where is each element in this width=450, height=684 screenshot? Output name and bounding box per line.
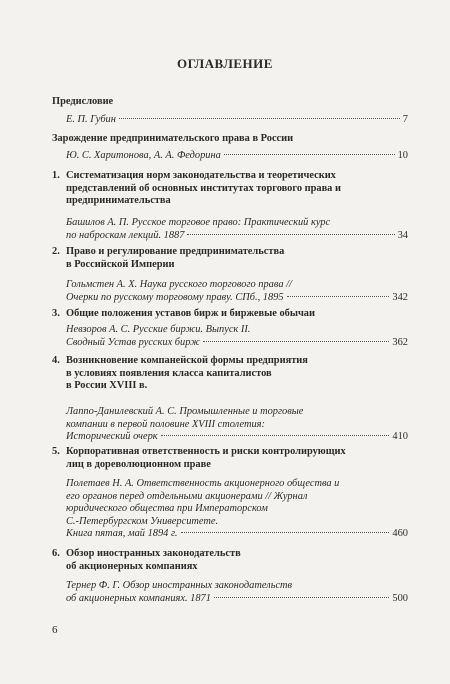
section-number: 5.: [52, 446, 60, 457]
author-line: Сводный Устав русских бирж: [66, 336, 200, 348]
section-title-line: представлений об основных институтах торгового права и: [66, 182, 341, 194]
page-number: 6: [52, 624, 58, 636]
toc-title: ОГЛАВЛЕНИЕ: [177, 56, 273, 71]
author-line: Е. П. Губин: [66, 114, 116, 125]
dot-leader: [224, 154, 395, 155]
toc-section-title: [52, 446, 408, 471]
author-line: Невзоров А. С. Русские биржи. Выпуск II.: [66, 324, 251, 335]
toc-author-entry: [52, 217, 408, 242]
author-line: С.-Петербургском Университете.: [66, 515, 219, 527]
toc-section-title: [52, 548, 408, 573]
dot-leader: [214, 597, 389, 598]
toc-author-entry: [52, 279, 408, 304]
toc-section-title: [52, 170, 408, 208]
section-title-line: Корпоративная ответственность и риски контролирующих: [66, 446, 346, 457]
toc-section-title: [52, 308, 408, 321]
section-title-line: Систематизация норм законодательства и теоретических: [66, 170, 336, 181]
section-title-line: об акционерных компаниях: [66, 560, 198, 572]
section-title-line: Право и регулирование предпринимательства: [66, 246, 285, 257]
author-line: Тернер Ф. Г. Обзор иностранных законодательств: [66, 580, 293, 591]
author-line-with-page: [66, 292, 408, 305]
author-line-with-page: [66, 337, 408, 350]
toc-section-title: [52, 133, 408, 146]
section-number: 2.: [52, 246, 60, 257]
author-line: Ю. С. Харитонова, А. А. Федорина: [66, 150, 221, 161]
section-title-line: в Российской Империи: [66, 258, 175, 270]
author-line-with-page: [66, 114, 408, 127]
toc-author-entry: [52, 580, 408, 605]
author-line: по наброскам лекций. 1887: [66, 229, 185, 241]
page-ref: 34: [397, 229, 408, 241]
author-line-with-page: [66, 593, 408, 606]
author-line: Башилов А. П. Русское торговое право: Практический курс: [66, 217, 331, 228]
toc-section-title: [52, 246, 408, 271]
toc-author-entry: [52, 478, 408, 541]
section-title-line: в России XVIII в.: [66, 380, 148, 392]
section-title-line: предпринимательства: [66, 195, 171, 207]
toc-section-title: [52, 355, 408, 393]
author-line: юридического общества при Императорском: [66, 503, 268, 515]
page-ref: 500: [392, 592, 408, 604]
author-line-with-page: [66, 431, 408, 444]
section-number: 6.: [52, 548, 60, 559]
author-line: Очерки по русскому торговому праву. СПб., 1895: [66, 291, 284, 303]
author-line: Лаппо-Данилевский А. С. Промышленные и торговые: [66, 406, 304, 417]
section-number: 4.: [52, 355, 60, 366]
section-title-line: лиц в дореволюционном праве: [66, 458, 211, 470]
dot-leader: [203, 341, 390, 342]
toc-author-entry: [52, 324, 408, 349]
page-ref: 7: [402, 114, 408, 125]
section-title-line: Зарождение предпринимательского права в России: [52, 133, 294, 144]
author-line: Полетаев Н. А. Ответственность акционерного общества и: [66, 478, 340, 489]
toc-author-entry: [52, 150, 408, 163]
page-ref: 362: [392, 336, 408, 348]
dot-leader: [119, 118, 400, 119]
section-title-line: Предисловие: [52, 96, 114, 107]
author-line-with-page: [66, 150, 408, 163]
section-number: 3.: [52, 308, 60, 319]
section-number: 1.: [52, 170, 60, 181]
author-line: об акционерных компаниях. 1871: [66, 592, 211, 604]
author-line: его органов перед отдельными акционерами // Журнал: [66, 490, 308, 502]
dot-leader: [287, 296, 390, 297]
author-line-with-page: [66, 528, 408, 541]
page-ref: 342: [392, 291, 408, 303]
section-title-line: Общие положения уставов бирж и биржевые обычаи: [66, 308, 315, 319]
dot-leader: [187, 234, 394, 235]
section-title-line: в условиях появления класса капиталистов: [66, 367, 272, 379]
section-title-line: Обзор иностранных законодательств: [66, 548, 241, 559]
dot-leader: [181, 532, 390, 533]
table-of-contents: [52, 0, 408, 684]
toc-section-title: [52, 96, 408, 109]
author-line-with-page: [66, 230, 408, 243]
page-ref: 460: [392, 528, 408, 540]
page-ref: 10: [397, 150, 408, 161]
section-title-line: Возникновение компанейской формы предприятия: [66, 355, 308, 366]
toc-author-entry: [52, 406, 408, 444]
toc-author-entry: [52, 114, 408, 127]
dot-leader: [161, 435, 390, 436]
page-ref: 410: [392, 431, 408, 443]
author-line: Исторический очерк: [66, 431, 158, 443]
author-line: Гольмстен А. Х. Наука русского торгового права //: [66, 279, 292, 290]
author-line: Книга пятая, май 1894 г.: [66, 528, 178, 540]
author-line: компании в первой половине XVIII столетия:: [66, 418, 265, 430]
